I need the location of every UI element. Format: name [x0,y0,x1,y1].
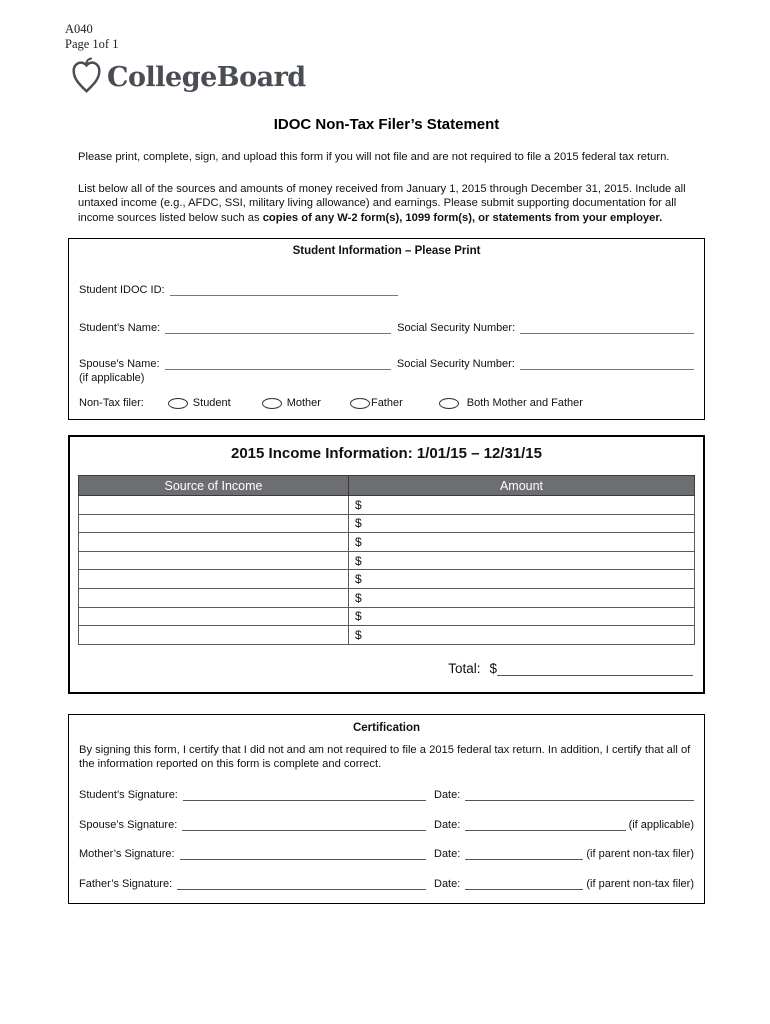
radio-oval-icon[interactable] [168,398,188,409]
nontax-filer-label: Non-Tax filer: [79,397,144,409]
income-table-row [79,514,695,533]
collegeboard-logo [70,57,306,98]
date-label: Date: [434,789,461,802]
student-name-label: Student’s Name: [79,322,161,334]
income-table-header-row [79,476,695,496]
income-table-row [79,570,695,589]
date-label: Date: [434,848,461,861]
income-table-row [79,496,695,515]
signature-field[interactable] [177,877,426,890]
form-title: IDOC Non-Tax Filer’s Statement [273,116,500,133]
source-of-income-cell[interactable] [79,588,349,607]
signature-field[interactable] [183,788,426,801]
spouse-ssn-label: Social Security Number: [396,358,515,370]
income-table-row [79,588,695,607]
certification-statement: By signing this form, I certify that I did not and am not required to file a 2015 federal tax return. In addition, I certify that all of the information reported on this form is complete and correct. [79,743,691,771]
source-of-income-cell[interactable] [79,496,349,515]
nontax-option-student [168,397,231,409]
signature-rows [79,788,694,890]
page-number: Page 1of 1 [65,37,119,51]
student-information-header: Student Information – Please Print [292,245,481,257]
radio-oval-icon[interactable] [350,398,370,409]
nontax-option-both-mother-and-father [439,397,583,409]
signature-qualifier: (if parent non-tax filer) [586,848,694,861]
logo-wordmark: CollegeBoard [107,62,306,93]
signature-row [79,847,694,860]
date-field[interactable] [465,788,694,801]
spouse-ssn-field[interactable] [520,357,694,370]
intro-paragraph-2-regular: List below all of the sources and amounts of money received from January 1, 2015 through December 31, 2015. Include all untaxed income (e.g., AFDC, SSI, military living allowance) and earnings. Please submit supporting documentation for all income sources listed below such as [78,182,686,224]
signature-field[interactable] [180,847,426,860]
nontax-filer-options [144,397,583,409]
date-label: Date: [434,818,461,831]
signature-qualifier: (if applicable) [628,818,694,831]
signature-row [79,877,694,890]
total-label: Total: [448,660,481,676]
nontax-option-father [350,397,403,409]
income-total-row [70,661,703,676]
total-dollar-sign: $ [489,660,497,676]
doc-code: A040 [65,22,93,36]
spouse-name-label: Spouse’s Name: [79,358,160,370]
radio-oval-icon[interactable] [262,398,282,409]
student-idoc-id-field[interactable] [170,283,398,296]
nontax-option-label: Student [192,397,231,409]
income-section-header: 2015 Income Information: 1/01/15 – 12/31/15 [231,445,542,462]
source-of-income-column-header: Source of Income [79,476,349,496]
income-information-section [68,435,705,694]
amount-cell[interactable]: $ [349,570,695,589]
amount-cell[interactable]: $ [349,533,695,552]
total-amount-field[interactable] [497,661,693,676]
form-content [68,116,705,904]
date-field[interactable] [465,877,583,890]
income-table-row [79,551,695,570]
student-information-section [68,238,705,420]
intro-paragraph-2-bold: copies of any W-2 form(s), 1099 form(s), or statements from your employer. [262,211,663,224]
nontax-option-mother [262,397,321,409]
nontax-option-label: Mother [286,397,321,409]
acorn-icon [70,57,103,98]
amount-column-header: Amount [349,476,695,496]
student-ssn-label: Social Security Number: [397,322,516,334]
intro-paragraph-1: Please print, complete, sign, and upload this form if you will not file and are not required to file a 2015 federal tax return. [78,151,670,163]
source-of-income-cell[interactable] [79,570,349,589]
source-of-income-cell[interactable] [79,533,349,552]
source-of-income-cell[interactable] [79,626,349,645]
date-label: Date: [434,877,461,890]
date-field[interactable] [465,847,583,860]
amount-cell[interactable]: $ [349,626,695,645]
nontax-option-label: Both Mother and Father [466,397,583,409]
radio-oval-icon[interactable] [439,398,459,409]
signature-label: Spouse’s Signature: [79,818,178,831]
source-of-income-cell[interactable] [79,514,349,533]
signature-label: Father’s Signature: [79,877,173,890]
certification-section [68,714,705,904]
student-name-field[interactable] [165,321,391,334]
spouse-qualifier: (if applicable) [79,372,145,384]
signature-row [79,818,694,831]
nontax-filer-row [79,397,694,409]
spouse-name-row [79,357,694,370]
intro-paragraph-2 [68,182,705,226]
spouse-name-field[interactable] [165,357,391,370]
amount-cell[interactable]: $ [349,588,695,607]
certification-header: Certification [352,721,421,734]
amount-cell[interactable]: $ [349,551,695,570]
signature-label: Mother’s Signature: [79,848,175,861]
income-table [78,475,695,645]
page-corner-meta [65,22,118,52]
student-name-row [79,321,694,334]
student-idoc-id-row [79,283,694,296]
signature-label: Student’s Signature: [79,789,178,802]
amount-cell[interactable]: $ [349,514,695,533]
nontax-option-label: Father [370,397,403,409]
amount-cell[interactable]: $ [349,607,695,626]
source-of-income-cell[interactable] [79,607,349,626]
income-table-row [79,533,695,552]
source-of-income-cell[interactable] [79,551,349,570]
signature-row [79,788,694,801]
amount-cell[interactable]: $ [349,496,695,515]
student-ssn-field[interactable] [520,321,694,334]
income-table-row [79,607,695,626]
signature-qualifier: (if parent non-tax filer) [586,877,694,890]
date-field[interactable] [465,818,625,831]
signature-field[interactable] [182,818,426,831]
student-idoc-id-label: Student IDOC ID: [79,284,165,296]
income-table-row [79,626,695,645]
